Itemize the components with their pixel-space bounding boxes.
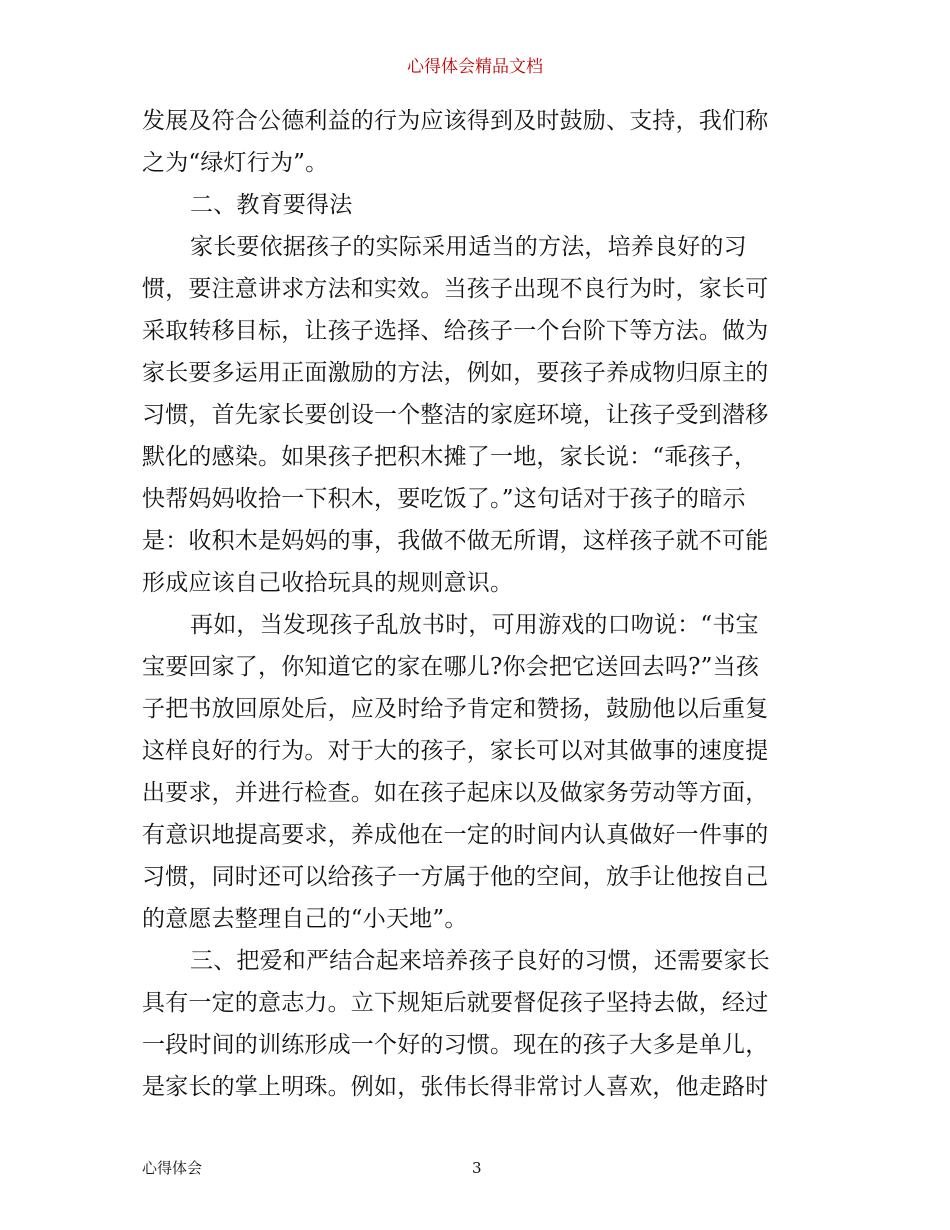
text-line: 习惯，首先家长要创设一个整洁的家庭环境，让孩子受到潜移 (142, 402, 769, 428)
text-line: 是家长的掌上明珠。例如，张伟长得非常讨人喜欢，他走路时 (142, 1074, 769, 1100)
text-line: 具有一定的意志力。立下规矩后就要督促孩子坚持去做，经过 (142, 990, 769, 1016)
text-line: 三、把爱和严结合起来培养孩子良好的习惯，还需要家长 (190, 948, 770, 974)
text-line: 发展及符合公德利益的行为应该得到及时鼓励、支持，我们称 (142, 108, 769, 134)
text-line: 这样良好的行为。对于大的孩子，家长可以对其做事的速度提 (142, 738, 769, 764)
text-line: 再如，当发现孩子乱放书时，可用游戏的口吻说：“书宝 (190, 612, 759, 638)
text-line: 是：收积木是妈妈的事，我做不做无所谓，这样孩子就不可能 (142, 528, 769, 554)
text-line: 有意识地提高要求，养成他在一定的时间内认真做好一件事的 (142, 822, 769, 848)
page-header: 心得体会精品文档 (407, 57, 543, 77)
text-line: 家长要依据孩子的实际采用适当的方法，培养良好的习 (190, 234, 747, 260)
text-line: 宝要回家了，你知道它的家在哪儿?你会把它送回去吗?”当孩 (142, 654, 760, 680)
text-line: 二、教育要得法 (190, 192, 353, 218)
text-line: 惯，要注意讲求方法和实效。当孩子出现不良行为时，家长可 (142, 276, 769, 302)
text-line: 采取转移目标，让孩子选择、给孩子一个台阶下等方法。做为 (142, 318, 769, 344)
text-line: 一段时间的训练形成一个好的习惯。现在的孩子大多是单儿， (142, 1032, 769, 1058)
text-line: 出要求，并进行检查。如在孩子起床以及做家务劳动等方面， (142, 780, 769, 806)
footer-label: 心得体会 (142, 1159, 203, 1177)
page-footer (142, 1157, 812, 1179)
text-line: 的意愿去整理自己的“小天地”。 (142, 906, 468, 932)
text-line: 形成应该自己收拾玩具的规则意识。 (142, 570, 514, 596)
text-line: 家长要多运用正面激励的方法，例如，要孩子养成物归原主的 (142, 360, 769, 386)
text-line: 习惯，同时还可以给孩子一方属于他的空间，放手让他按自己 (142, 864, 769, 890)
text-line: 之为“绿灯行为”。 (142, 150, 329, 176)
document-body (142, 100, 812, 1108)
page-number: 3 (472, 1159, 482, 1177)
text-line: 快帮妈妈收拾一下积木，要吃饭了。”这句话对于孩子的暗示 (142, 486, 746, 512)
text-line: 默化的感染。如果孩子把积木摊了一地，家长说：“乖孩子， (142, 444, 758, 470)
text-line: 子把书放回原处后，应及时给予肯定和赞扬，鼓励他以后重复 (142, 696, 769, 722)
